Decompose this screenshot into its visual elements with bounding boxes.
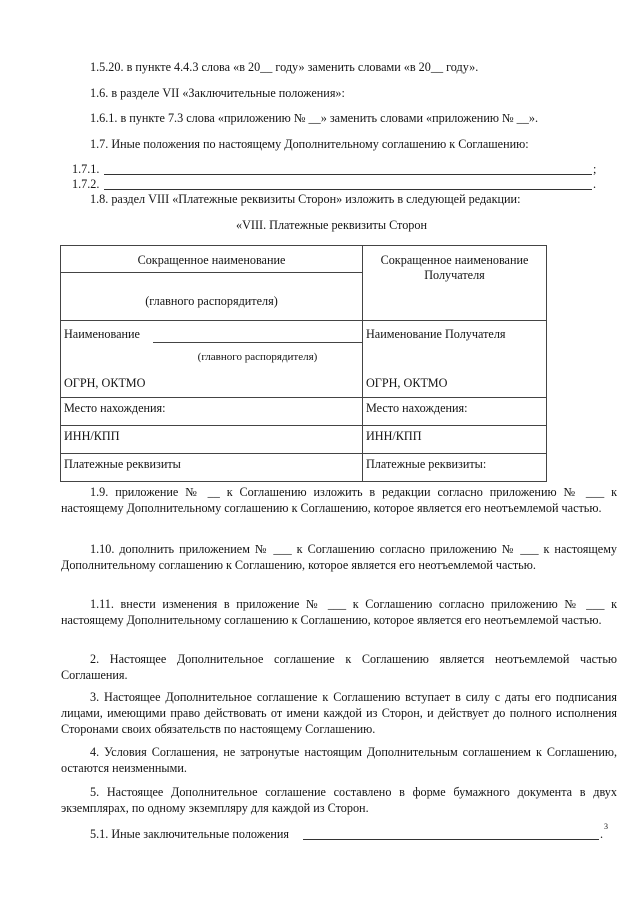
paragraph-5-1-label: 5.1. Иные заключительные положения (90, 827, 290, 841)
item-1-5-20: 1.5.20. в пункте 4.4.3 слова «в 20__ году» заменить словами «в 20__ году». (90, 60, 479, 74)
recipient-inn-label: ИНН/КПП (363, 426, 547, 454)
footnote-marker: 3 (604, 822, 608, 831)
item-1-6-1: 1.6.1. в пункте 7.3 слова «приложению № __» заменить словами «приложению № __». (90, 111, 539, 125)
item-1-6: 1.6. в разделе VII «Заключительные положения»: (90, 86, 345, 100)
short-name-label: Сокращенное наименование (137, 253, 286, 267)
table-row (61, 398, 547, 426)
table-row (61, 246, 547, 321)
item-1-8: 1.8. раздел VIII «Платежные реквизиты Сторон» изложить в следующей редакции: (90, 192, 521, 206)
name-label: Наименование (64, 327, 140, 341)
table-row (61, 454, 547, 482)
table-cell (61, 321, 363, 398)
short-name-sublabel: (главного распорядителя) (145, 294, 278, 308)
table-cell (61, 246, 363, 321)
item-1-7-2-blank (104, 189, 592, 190)
item-1-7-1-label: 1.7.1. (72, 162, 100, 176)
payment-label: Платежные реквизиты (61, 454, 363, 482)
item-1-7-1-end: ; (593, 162, 597, 176)
recipient-location-label: Место нахождения: (363, 398, 547, 426)
ogrn-label: ОГРН, ОКТМО (64, 376, 146, 390)
paragraph-4: 4. Условия Соглашения, не затронутые настоящим Дополнительным соглашением к Соглашению, остаются неизменными. (61, 745, 617, 775)
table-row (61, 321, 547, 398)
recipient-payment-label: Платежные реквизиты: (363, 454, 547, 482)
recipient-ogrn-label: ОГРН, ОКТМО (366, 376, 448, 390)
paragraph-3: 3. Настоящее Дополнительное соглашение к Соглашению вступает в силу с даты его подписания лицами, имеющими право действовать от имени каждой из Сторон, и действует до полного исполнения Сторонами своих обязательств по настоящему Соглашению. (61, 690, 617, 736)
paragraph-1-10: 1.10. дополнить приложением № ___ к Соглашению согласно приложению № ___ к настоящему Дополнительному соглашению к Соглашению, которое является его неотъемлемой частью. (61, 542, 617, 572)
paragraph-5-1-blank (303, 839, 599, 840)
inn-label: ИНН/КПП (61, 426, 363, 454)
recipient-short-name: Сокращенное наименование Получателя (363, 246, 547, 321)
paragraph-5-1-end: . (600, 827, 604, 841)
item-1-7: 1.7. Иные положения по настоящему Дополнительному соглашению к Соглашению: (90, 137, 529, 151)
paragraph-1-11: 1.11. внести изменения в приложение № ___ к Соглашению согласно приложению № ___ к настоящему Дополнительному соглашению к Соглашению, которое является его неотъемлемой частью. (61, 597, 617, 627)
location-label: Место нахождения: (61, 398, 363, 426)
paragraph-1-9: 1.9. приложение № __ к Соглашению изложить в редакции согласно приложению № ___ к настоящему Дополнительному соглашению к Соглашению, которое является его неотъемлемой частью. (61, 485, 617, 515)
requisites-table (60, 245, 547, 482)
item-1-7-2-label: 1.7.2. (72, 177, 100, 191)
cell-divider (61, 272, 362, 273)
paragraph-5: 5. Настоящее Дополнительное соглашение составлено в форме бумажного документа в двух экземплярах, по одному экземпляру для каждой из Сторон. (61, 785, 617, 815)
table-cell (363, 321, 547, 398)
paragraph-2: 2. Настоящее Дополнительное соглашение к Соглашению является неотъемлемой частью Соглашения. (61, 652, 617, 682)
section-title: «VIII. Платежные реквизиты Сторон (236, 218, 428, 232)
name-sublabel: (главного распорядителя) (197, 351, 318, 363)
item-1-7-1-blank (104, 174, 592, 175)
table-row (61, 426, 547, 454)
item-1-7-2-end: . (593, 177, 597, 191)
recipient-name-label: Наименование Получателя (366, 327, 506, 341)
name-blank-line (153, 342, 362, 343)
